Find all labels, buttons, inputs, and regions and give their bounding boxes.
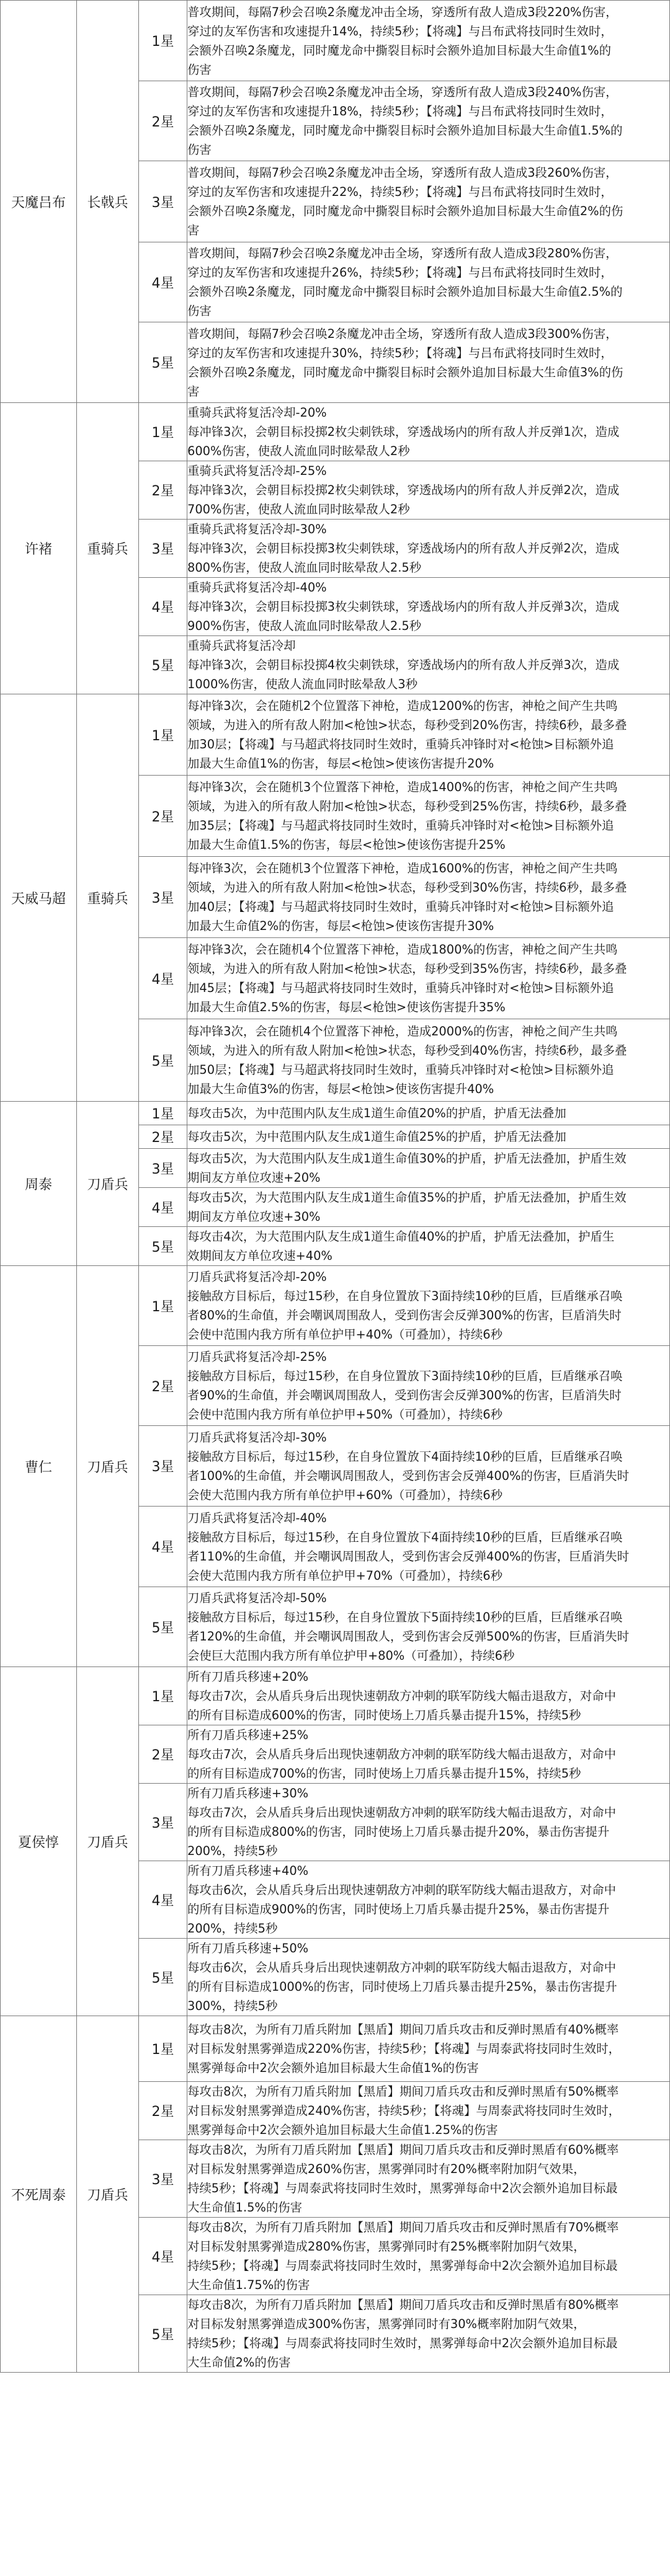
skill-description-line: 会额外召唤2条魔龙，同时魔龙命中撕裂目标时会额外追加目标最大生命值3%的伤 bbox=[187, 365, 623, 379]
star-level: 1星 bbox=[139, 2016, 187, 2082]
star-level: 5星 bbox=[139, 1939, 187, 2016]
skill-description-line: 每攻击5次，为大范围内队友生成1道生命值35%的护盾，护盾无法叠加，护盾生效 bbox=[187, 1190, 627, 1205]
skill-description-line: 的所有目标造成700%的伤害，同时使场上刀盾兵暴击提升15%，持续5秒 bbox=[187, 1766, 581, 1781]
skill-description bbox=[187, 2140, 670, 2218]
skill-description-line: 大生命值1.75%的伤害 bbox=[187, 2278, 310, 2292]
skill-description bbox=[187, 1019, 670, 1102]
skill-description-line: 害 bbox=[187, 223, 200, 237]
star-level: 2星 bbox=[139, 81, 187, 161]
skill-description bbox=[187, 1426, 670, 1507]
star-level: 1星 bbox=[139, 1667, 187, 1725]
skill-description-line: 黑雾弹每命中2次会额外追加目标最大生命值1%的伤害 bbox=[187, 2061, 479, 2075]
star-level: 4星 bbox=[139, 578, 187, 636]
skill-description bbox=[187, 81, 670, 161]
skill-description-line: 伤害 bbox=[187, 62, 212, 77]
skill-description-line: 接触敌方目标后，每过15秒，在自身位置放下4面持续10秒的巨盾，巨盾继承召唤 bbox=[187, 1449, 623, 1464]
star-level: 3星 bbox=[139, 520, 187, 578]
star-level: 1星 bbox=[139, 1102, 187, 1125]
skill-description-line: 对目标发射黑雾弹造成240%伤害，持续5秒；【将魂】与周泰武将技同时生效时， bbox=[187, 2104, 620, 2118]
skill-description bbox=[187, 1725, 670, 1784]
general-skill-table-body bbox=[1, 1, 670, 2373]
star-level: 3星 bbox=[139, 161, 187, 242]
skill-description-line: 200%，持续5秒 bbox=[187, 1844, 278, 1858]
skill-description-line: 普攻期间，每隔7秒会召唤2条魔龙冲击全场，穿透所有敌人造成3段220%伤害， bbox=[187, 4, 618, 19]
skill-description bbox=[187, 636, 670, 694]
skill-description bbox=[187, 2295, 670, 2373]
skill-description-line: 会额外召唤2条魔龙，同时魔龙命中撕裂目标时会额外追加目标最大生命值1.5%的 bbox=[187, 123, 623, 138]
skill-description-line: 700%伤害，使敌人流血同时眩晕敌人2秒 bbox=[187, 502, 410, 516]
skill-description-line: 会额外召唤2条魔龙，同时魔龙命中撕裂目标时会额外追加目标最大生命值2.5%的 bbox=[187, 285, 623, 299]
skill-description bbox=[187, 1346, 670, 1426]
skill-description-line: 所有刀盾兵移速+30% bbox=[187, 1786, 309, 1800]
skill-description bbox=[187, 1125, 670, 1149]
skill-description-line: 者110%的生命值，并会嘲讽周围敌人，受到伤害会反弹400%的伤害，巨盾消失时 bbox=[187, 1549, 629, 1564]
skill-description-line: 重骑兵武将复活冷却-25% bbox=[187, 464, 327, 478]
troop-type: 长戟兵 bbox=[77, 1, 139, 403]
skill-description-line: 每攻击5次，为中范围内队友生成1道生命值25%的护盾，护盾无法叠加 bbox=[187, 1130, 566, 1144]
skill-description-line: 每冲锋3次，会在随机2个位置落下神枪，造成1200%的伤害，神枪之间产生共鸣 bbox=[187, 699, 618, 713]
skill-description-line: 领域，为进入的所有敌人附加<枪蚀>状态，每秒受到25%伤害，持续6秒，最多叠 bbox=[187, 799, 627, 813]
skill-description-line: 刀盾兵武将复活冷却-20% bbox=[187, 1270, 327, 1284]
star-level: 5星 bbox=[139, 2295, 187, 2373]
skill-description bbox=[187, 1587, 670, 1667]
skill-description-line: 效期间友方单位攻速+40% bbox=[187, 1249, 333, 1263]
star-level: 2星 bbox=[139, 2082, 187, 2140]
skill-description-line: 每冲锋3次，会在随机3个位置落下神枪，造成1400%的伤害，神枪之间产生共鸣 bbox=[187, 780, 618, 794]
skill-description-line: 800%伤害，使敌人流血同时眩晕敌人2.5秒 bbox=[187, 560, 422, 575]
skill-description bbox=[187, 1784, 670, 1861]
skill-description-line: 每冲锋3次，会朝目标投掷4枚尖刺铁球，穿透战场内的所有敌人并反弹3次，造成 bbox=[187, 658, 620, 672]
star-level: 4星 bbox=[139, 2218, 187, 2295]
skill-description-line: 每攻击5次，为中范围内队友生成1道生命值20%的护盾，护盾无法叠加 bbox=[187, 1106, 566, 1120]
skill-description bbox=[187, 857, 670, 938]
skill-description bbox=[187, 2082, 670, 2140]
skill-description bbox=[187, 1149, 670, 1188]
skill-description bbox=[187, 1188, 670, 1227]
skill-description-line: 加最大生命值1%的伤害，每层<枪蚀>使该伤害提升20% bbox=[187, 756, 494, 771]
general-name: 周泰 bbox=[1, 1102, 77, 1266]
star-level: 4星 bbox=[139, 242, 187, 322]
skill-description-line: 穿过的友军伤害和攻速提升18%，持续5秒；【将魂】与吕布武将技同时生效时， bbox=[187, 104, 613, 118]
troop-type: 刀盾兵 bbox=[77, 2016, 139, 2373]
general-name: 夏侯惇 bbox=[1, 1667, 77, 2016]
skill-description-line: 持续5秒；【将魂】与周泰武将技同时生效时，黑雾弹每命中2次会额外追加目标最 bbox=[187, 2181, 618, 2195]
skill-description-line: 每攻击8次，为所有刀盾兵附加【黑盾】期间刀盾兵攻击和反弹时黑盾有50%概率 bbox=[187, 2084, 619, 2099]
skill-description-line: 每攻击8次，为所有刀盾兵附加【黑盾】期间刀盾兵攻击和反弹时黑盾有70%概率 bbox=[187, 2220, 619, 2234]
skill-description-line: 每冲锋3次，会在随机3个位置落下神枪，造成1600%的伤害，神枪之间产生共鸣 bbox=[187, 861, 618, 875]
skill-description-line: 300%，持续5秒 bbox=[187, 1999, 278, 2013]
skill-description-line: 重骑兵武将复活冷却-30% bbox=[187, 522, 327, 536]
skill-description bbox=[187, 403, 670, 461]
skill-description bbox=[187, 578, 670, 636]
skill-description-line: 加40层；【将魂】与马超武将技同时生效时，重骑兵冲锋时对<枪蚀>目标额外追 bbox=[187, 900, 614, 914]
star-level: 2星 bbox=[139, 1346, 187, 1426]
skill-description bbox=[187, 520, 670, 578]
skill-description-line: 每冲锋3次，会在随机4个位置落下神枪，造成2000%的伤害，神枪之间产生共鸣 bbox=[187, 1024, 618, 1038]
star-level: 5星 bbox=[139, 322, 187, 403]
skill-description-line: 的所有目标造成600%的伤害，同时使场上刀盾兵暴击提升15%，持续5秒 bbox=[187, 1708, 581, 1722]
skill-description-line: 所有刀盾兵移速+50% bbox=[187, 1941, 309, 1955]
skill-description-line: 900%伤害，使敌人流血同时眩晕敌人2.5秒 bbox=[187, 619, 422, 633]
skill-description bbox=[187, 242, 670, 322]
skill-description-line: 的所有目标造成900%的伤害，同时使场上刀盾兵暴击提升25%，暴击伤害提升 bbox=[187, 1902, 610, 1916]
skill-description-line: 会使中范围内我方所有单位护甲+50%（可叠加），持续6秒 bbox=[187, 1407, 502, 1422]
skill-description-line: 接触敌方目标后，每过15秒，在自身位置放下3面持续10秒的巨盾，巨盾继承召唤 bbox=[187, 1369, 623, 1383]
star-level: 5星 bbox=[139, 636, 187, 694]
skill-description-line: 每攻击5次，为大范围内队友生成1道生命值30%的护盾，护盾无法叠加，护盾生效 bbox=[187, 1151, 627, 1166]
star-level: 1星 bbox=[139, 1266, 187, 1346]
star-level: 1星 bbox=[139, 403, 187, 461]
skill-description-line: 者80%的生命值，并会嘲讽周围敌人，受到伤害会反弹300%的伤害，巨盾消失时 bbox=[187, 1308, 622, 1322]
skill-description-line: 对目标发射黑雾弹造成220%伤害，持续5秒；【将魂】与周泰武将技同时生效时， bbox=[187, 2042, 620, 2056]
skill-description bbox=[187, 938, 670, 1019]
star-level: 4星 bbox=[139, 1188, 187, 1227]
skill-description-line: 穿过的友军伤害和攻速提升14%，持续5秒；【将魂】与吕布武将技同时生效时， bbox=[187, 24, 613, 38]
skill-description bbox=[187, 161, 670, 242]
skill-description-line: 加最大生命值3%的伤害，每层<枪蚀>使该伤害提升40% bbox=[187, 1082, 494, 1096]
star-level: 3星 bbox=[139, 1149, 187, 1188]
skill-description-line: 者90%的生命值，并会嘲讽周围敌人，受到伤害会反弹300%的伤害，巨盾消失时 bbox=[187, 1388, 622, 1402]
troop-type: 刀盾兵 bbox=[77, 1102, 139, 1266]
skill-description-line: 领域，为进入的所有敌人附加<枪蚀>状态，每秒受到30%伤害，持续6秒，最多叠 bbox=[187, 880, 627, 895]
star-level: 2星 bbox=[139, 776, 187, 857]
skill-description-line: 大生命值2%的伤害 bbox=[187, 2355, 291, 2370]
skill-description-line: 持续5秒；【将魂】与周泰武将技同时生效时，黑雾弹每命中2次会额外追加目标最 bbox=[187, 2259, 618, 2273]
star-level: 5星 bbox=[139, 1019, 187, 1102]
skill-description-line: 害 bbox=[187, 384, 200, 399]
star-level: 5星 bbox=[139, 1587, 187, 1667]
skill-description-line: 加最大生命值2.5%的伤害，每层<枪蚀>使该伤害提升35% bbox=[187, 1000, 506, 1014]
skill-description-line: 穿过的友军伤害和攻速提升30%，持续5秒；【将魂】与吕布武将技同时生效时， bbox=[187, 345, 613, 360]
star-level: 3星 bbox=[139, 2140, 187, 2218]
skill-description-line: 伤害 bbox=[187, 304, 212, 318]
skill-description-line: 重骑兵武将复活冷却 bbox=[187, 639, 296, 653]
skill-description-line: 会使大范围内我方所有单位护甲+60%（可叠加），持续6秒 bbox=[187, 1487, 502, 1502]
general-name: 许褚 bbox=[1, 403, 77, 694]
skill-description-line: 加50层；【将魂】与马超武将技同时生效时，重骑兵冲锋时对<枪蚀>目标额外追 bbox=[187, 1063, 614, 1077]
skill-description-line: 接触敌方目标后，每过15秒，在自身位置放下3面持续10秒的巨盾，巨盾继承召唤 bbox=[187, 1289, 623, 1303]
skill-description-line: 的所有目标造成1000%的伤害，同时使场上刀盾兵暴击提升25%，暴击伤害提升 bbox=[187, 1980, 617, 1994]
skill-description-line: 者120%的生命值，并会嘲讽周围敌人，受到伤害会反弹500%的伤害，巨盾消失时 bbox=[187, 1629, 629, 1644]
skill-description-line: 会额外召唤2条魔龙，同时魔龙命中撕裂目标时会额外追加目标最大生命值1%的 bbox=[187, 43, 611, 58]
skill-description-line: 1000%伤害，使敌人流血同时眩晕敌人3秒 bbox=[187, 677, 418, 691]
skill-description bbox=[187, 1102, 670, 1125]
skill-description bbox=[187, 1, 670, 81]
skill-description-line: 黑雾弹每命中2次会额外追加目标最大生命值1.25%的伤害 bbox=[187, 2123, 498, 2137]
star-level: 4星 bbox=[139, 1861, 187, 1939]
skill-description-line: 每攻击7次，会从盾兵身后出现快速朝敌方冲刺的联军防线大幅击退敌方，对命中 bbox=[187, 1689, 617, 1703]
star-level: 1星 bbox=[139, 1, 187, 81]
star-level: 4星 bbox=[139, 938, 187, 1019]
skill-description-line: 每攻击8次，为所有刀盾兵附加【黑盾】期间刀盾兵攻击和反弹时黑盾有80%概率 bbox=[187, 2298, 619, 2312]
skill-description-line: 所有刀盾兵移速+25% bbox=[187, 1728, 309, 1742]
skill-description-line: 持续5秒；【将魂】与周泰武将技同时生效时，黑雾弹每命中2次会额外追加目标最 bbox=[187, 2336, 618, 2350]
skill-description-line: 普攻期间，每隔7秒会召唤2条魔龙冲击全场，穿透所有敌人造成3段240%伤害， bbox=[187, 85, 618, 99]
skill-description-line: 对目标发射黑雾弹造成260%伤害，黑雾弹同时有20%概率附加阴气效果， bbox=[187, 2162, 586, 2176]
skill-description-line: 每攻击6次，会从盾兵身后出现快速朝敌方冲刺的联军防线大幅击退敌方，对命中 bbox=[187, 1883, 617, 1897]
skill-description bbox=[187, 2016, 670, 2082]
skill-description-line: 的所有目标造成800%的伤害，同时使场上刀盾兵暴击提升20%，暴击伤害提升 bbox=[187, 1825, 610, 1839]
skill-description-line: 加最大生命值1.5%的伤害，每层<枪蚀>使该伤害提升25% bbox=[187, 838, 506, 852]
general-name: 不死周泰 bbox=[1, 2016, 77, 2373]
skill-description-line: 刀盾兵武将复活冷却-25% bbox=[187, 1350, 327, 1364]
table-row bbox=[1, 1, 670, 81]
skill-description-line: 普攻期间，每隔7秒会召唤2条魔龙冲击全场，穿透所有敌人造成3段260%伤害， bbox=[187, 166, 618, 180]
skill-description-line: 刀盾兵武将复活冷却-50% bbox=[187, 1591, 327, 1605]
skill-description-line: 每冲锋3次，会朝目标投掷2枚尖刺铁球，穿透战场内的所有敌人并反弹2次，造成 bbox=[187, 483, 620, 497]
skill-description bbox=[187, 1266, 670, 1346]
skill-description bbox=[187, 1939, 670, 2016]
general-name: 曹仁 bbox=[1, 1266, 77, 1667]
general-name: 天威马超 bbox=[1, 694, 77, 1102]
skill-description bbox=[187, 2218, 670, 2295]
skill-description-line: 200%，持续5秒 bbox=[187, 1921, 278, 1936]
star-level: 3星 bbox=[139, 857, 187, 938]
skill-description-line: 重骑兵武将复活冷却-20% bbox=[187, 405, 327, 420]
skill-description-line: 加最大生命值2%的伤害，每层<枪蚀>使该伤害提升30% bbox=[187, 919, 494, 933]
skill-description bbox=[187, 776, 670, 857]
skill-description-line: 每冲锋3次，会朝目标投掷3枚尖刺铁球，穿透战场内的所有敌人并反弹3次，造成 bbox=[187, 600, 620, 614]
skill-description-line: 大生命值1.5%的伤害 bbox=[187, 2200, 302, 2215]
skill-description-line: 所有刀盾兵移速+20% bbox=[187, 1670, 309, 1684]
skill-description bbox=[187, 322, 670, 403]
skill-description-line: 加35层；【将魂】与马超武将技同时生效时，重骑兵冲锋时对<枪蚀>目标额外追 bbox=[187, 818, 614, 833]
skill-description-line: 加30层；【将魂】与马超武将技同时生效时，重骑兵冲锋时对<枪蚀>目标额外追 bbox=[187, 737, 614, 751]
skill-description-line: 普攻期间，每隔7秒会召唤2条魔龙冲击全场，穿透所有敌人造成3段280%伤害， bbox=[187, 246, 618, 260]
skill-description bbox=[187, 694, 670, 776]
star-level: 2星 bbox=[139, 1725, 187, 1784]
skill-description-line: 者100%的生命值，并会嘲讽周围敌人，受到伤害会反弹400%的伤害，巨盾消失时 bbox=[187, 1468, 629, 1483]
star-level: 3星 bbox=[139, 1784, 187, 1861]
skill-description-line: 接触敌方目标后，每过15秒，在自身位置放下5面持续10秒的巨盾，巨盾继承召唤 bbox=[187, 1610, 623, 1624]
skill-description-line: 对目标发射黑雾弹造成300%伤害，黑雾弹同时有30%概率附加阴气效果， bbox=[187, 2317, 586, 2331]
skill-description-line: 每攻击6次，会从盾兵身后出现快速朝敌方冲刺的联军防线大幅击退敌方，对命中 bbox=[187, 1960, 617, 1975]
skill-description-line: 加45层；【将魂】与马超武将技同时生效时，重骑兵冲锋时对<枪蚀>目标额外追 bbox=[187, 981, 614, 995]
troop-type: 重骑兵 bbox=[77, 694, 139, 1102]
skill-description-line: 会使中范围内我方所有单位护甲+40%（可叠加），持续6秒 bbox=[187, 1327, 502, 1342]
skill-description-line: 普攻期间，每隔7秒会召唤2条魔龙冲击全场，穿透所有敌人造成3段300%伤害， bbox=[187, 326, 618, 341]
star-level: 2星 bbox=[139, 461, 187, 520]
skill-description bbox=[187, 1507, 670, 1587]
skill-description-line: 接触敌方目标后，每过15秒，在自身位置放下4面持续10秒的巨盾，巨盾继承召唤 bbox=[187, 1529, 623, 1544]
skill-description-line: 领域，为进入的所有敌人附加<枪蚀>状态，每秒受到35%伤害，持续6秒，最多叠 bbox=[187, 962, 627, 976]
skill-description-line: 每攻击8次，为所有刀盾兵附加【黑盾】期间刀盾兵攻击和反弹时黑盾有40%概率 bbox=[187, 2022, 619, 2037]
star-level: 3星 bbox=[139, 1426, 187, 1507]
skill-description bbox=[187, 1861, 670, 1939]
troop-type: 刀盾兵 bbox=[77, 1266, 139, 1667]
table-row bbox=[1, 1102, 670, 1125]
skill-description-line: 伤害 bbox=[187, 143, 212, 157]
skill-description-line: 穿过的友军伤害和攻速提升26%，持续5秒；【将魂】与吕布武将技同时生效时， bbox=[187, 265, 613, 280]
skill-description-line: 领域，为进入的所有敌人附加<枪蚀>状态，每秒受到20%伤害，持续6秒，最多叠 bbox=[187, 718, 627, 732]
skill-description-line: 刀盾兵武将复活冷却-40% bbox=[187, 1510, 327, 1525]
star-level: 4星 bbox=[139, 1507, 187, 1587]
skill-description-line: 每冲锋3次，会朝目标投掷3枚尖刺铁球，穿透战场内的所有敌人并反弹2次，造成 bbox=[187, 541, 620, 555]
table-row bbox=[1, 694, 670, 776]
table-row bbox=[1, 403, 670, 461]
skill-description-line: 会使巨大范围内我方所有单位护甲+80%（可叠加），持续6秒 bbox=[187, 1649, 515, 1663]
skill-description-line: 所有刀盾兵移速+40% bbox=[187, 1864, 309, 1878]
skill-description-line: 每攻击4次，为大范围内队友生成1道生命值40%的护盾，护盾无法叠加，护盾生 bbox=[187, 1229, 615, 1244]
skill-description-line: 每攻击8次，为所有刀盾兵附加【黑盾】期间刀盾兵攻击和反弹时黑盾有60%概率 bbox=[187, 2143, 619, 2157]
star-level: 2星 bbox=[139, 1125, 187, 1149]
star-level: 5星 bbox=[139, 1227, 187, 1266]
skill-description-line: 期间友方单位攻速+30% bbox=[187, 1210, 321, 1224]
skill-description-line: 重骑兵武将复活冷却-40% bbox=[187, 580, 327, 595]
skill-description bbox=[187, 1227, 670, 1266]
skill-description bbox=[187, 461, 670, 520]
skill-description-line: 每冲锋3次，会朝目标投掷2枚尖刺铁球，穿透战场内的所有敌人并反弹1次，造成 bbox=[187, 425, 620, 439]
star-level: 1星 bbox=[139, 694, 187, 776]
skill-description-line: 期间友方单位攻速+20% bbox=[187, 1171, 321, 1185]
skill-description-line: 领域，为进入的所有敌人附加<枪蚀>状态，每秒受到40%伤害，持续6秒，最多叠 bbox=[187, 1043, 627, 1058]
skill-description bbox=[187, 1667, 670, 1725]
skill-description-line: 会额外召唤2条魔龙，同时魔龙命中撕裂目标时会额外追加目标最大生命值2%的伤 bbox=[187, 204, 623, 218]
general-name: 天魔吕布 bbox=[1, 1, 77, 403]
table-row bbox=[1, 2016, 670, 2082]
skill-description-line: 600%伤害，使敌人流血同时眩晕敌人2秒 bbox=[187, 444, 410, 458]
table-row bbox=[1, 1667, 670, 1725]
troop-type: 重骑兵 bbox=[77, 403, 139, 694]
skill-description-line: 每攻击7次，会从盾兵身后出现快速朝敌方冲刺的联军防线大幅击退敌方，对命中 bbox=[187, 1747, 617, 1761]
table-row bbox=[1, 1266, 670, 1346]
skill-description-line: 刀盾兵武将复活冷却-30% bbox=[187, 1430, 327, 1445]
skill-description-line: 会使大范围内我方所有单位护甲+70%（可叠加），持续6秒 bbox=[187, 1568, 502, 1583]
troop-type: 刀盾兵 bbox=[77, 1667, 139, 2016]
skill-description-line: 每冲锋3次，会在随机4个位置落下神枪，造成1800%的伤害，神枪之间产生共鸣 bbox=[187, 942, 618, 957]
skill-description-line: 穿过的友军伤害和攻速提升22%，持续5秒；【将魂】与吕布武将技同时生效时， bbox=[187, 185, 613, 199]
skill-description-line: 每攻击7次，会从盾兵身后出现快速朝敌方冲刺的联军防线大幅击退敌方，对命中 bbox=[187, 1805, 617, 1820]
skill-description-line: 对目标发射黑雾弹造成280%伤害，黑雾弹同时有25%概率附加阴气效果， bbox=[187, 2239, 586, 2254]
